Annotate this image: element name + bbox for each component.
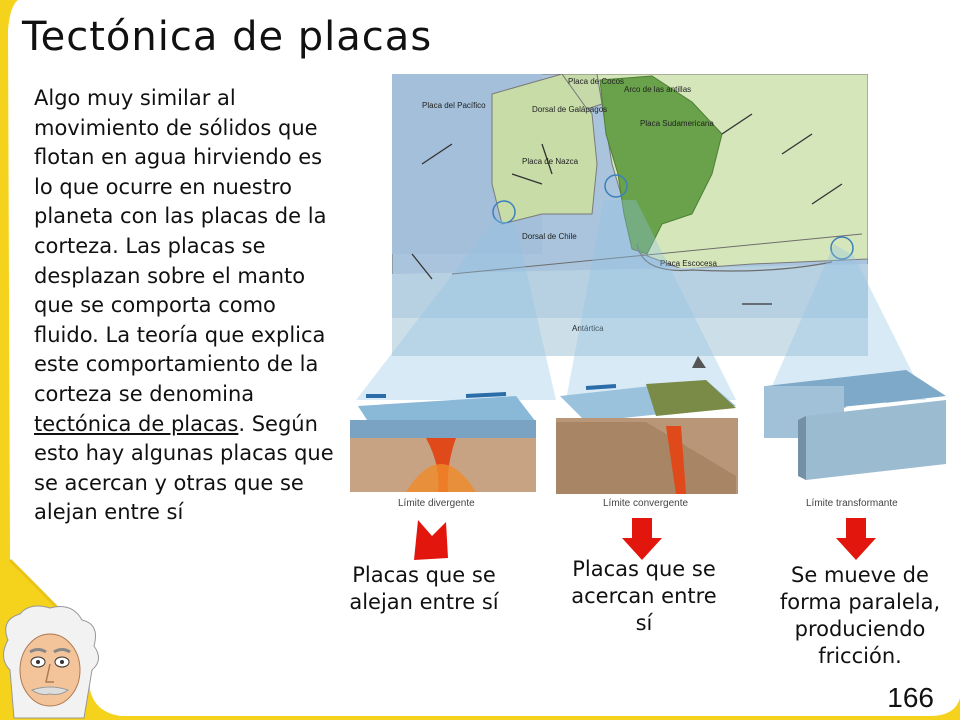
divergent-arrow-icon — [408, 518, 458, 564]
transform-caption: Se mueve de forma paralela, produciendo fricción. — [779, 563, 941, 668]
mascot-illustration — [0, 600, 110, 720]
map-label-cocos: Placa de Cocos — [568, 77, 625, 86]
divergent-block — [350, 394, 536, 492]
convergent-label: Límite convergente — [603, 498, 689, 509]
convergent-block — [556, 356, 738, 494]
map-label-pacifico: Placa del Pacífico — [422, 101, 486, 110]
map-label-chile: Dorsal de Chile — [522, 232, 577, 241]
body-text-start: Algo muy similar al movimiento de sólidos que flotan en agua hirviendo es lo que ocurre en nuestro planeta con las placas de la corteza. Las placas se desplazan sobre el manto que se comporta como fluido. La teoría que explica este comportamiento de la corteza se denomina — [34, 86, 327, 406]
map-label-galapagos: Dorsal de Galápagos — [532, 105, 608, 114]
map-label-nazca: Placa de Nazca — [522, 157, 579, 166]
body-text-end: . Según esto hay algunas placas que se acercan y otras que se alejan entre sí — [34, 411, 334, 525]
divergent-caption: Placas que se alejan entre sí — [349, 563, 499, 614]
map-label-escocesa: Placa Escocesa — [660, 259, 717, 268]
divergent-label: Límite divergente — [398, 498, 475, 509]
plate-boundary-diagrams — [346, 356, 956, 516]
page-title: Tectónica de placas — [22, 14, 433, 60]
map-label-antillas: Arco de las antillas — [624, 85, 692, 94]
convergent-caption: Placas que se acercan entre sí — [571, 557, 717, 635]
body-underlined-term: tectónica de placas — [34, 411, 239, 436]
page-number: 166 — [887, 682, 934, 713]
map-label-sudamericana: Placa Sudamericana — [640, 119, 714, 128]
map-label-antartica: Antártica — [572, 324, 604, 333]
body-paragraph — [34, 84, 346, 528]
transform-block — [764, 370, 946, 480]
transform-label: Límite transformante — [806, 498, 898, 509]
transform-arrow-icon — [834, 518, 878, 562]
